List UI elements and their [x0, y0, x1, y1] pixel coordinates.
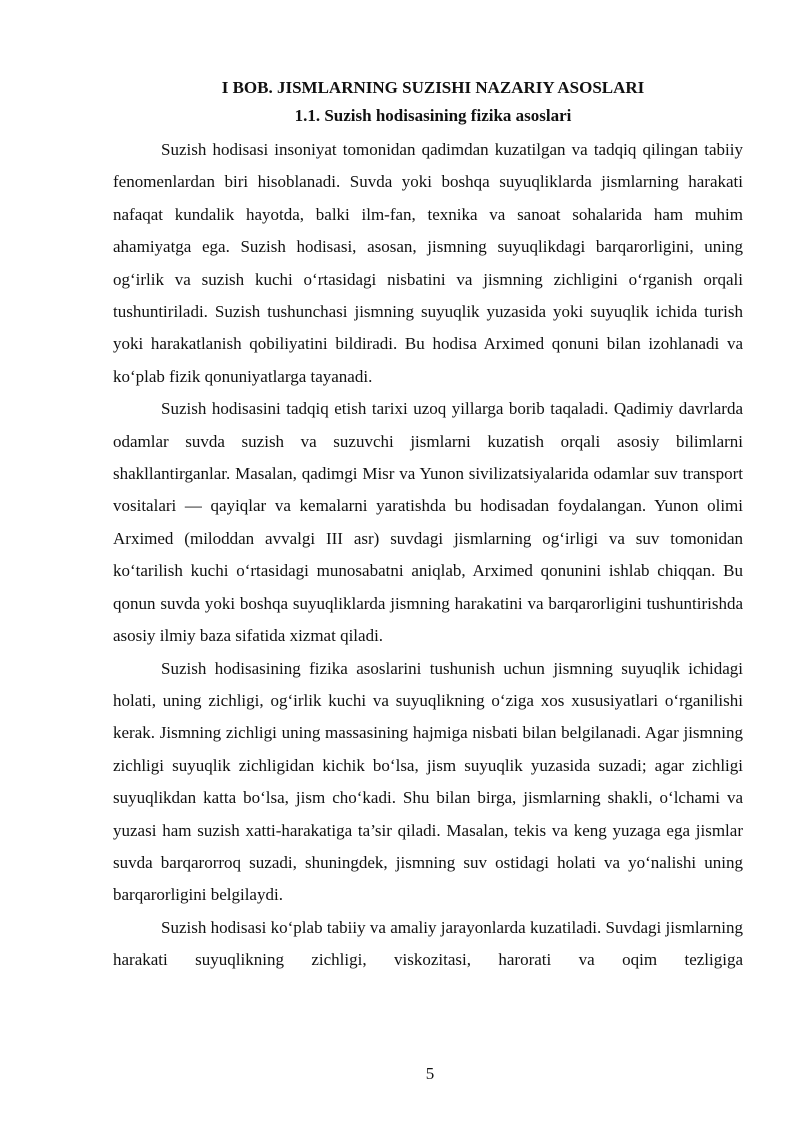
paragraph-1: Suzish hodisasi insoniyat tomonidan qadimdan kuzatilgan va tadqiq qilingan tabiiy fenomenlardan biri hisoblanadi. Suvda yoki boshqa suyuqliklarda jismlarning harakati nafaqat kundalik hayotda, balki ilm-fan, texnika va sanoat sohalarida ham muhim ahamiyatga ega. Suzish hodisasi, asosan, jismning suyuqlikdagi barqarorligini, uning og‘irlik va suzish kuchi o‘rtasidagi nisbatini va jismning zichligini o‘rganish orqali tushuntiriladi. Suzish tushunchasi jismning suyuqlik yuzasida yoki suyuqlik ichida turish yoki harakatlanish qobiliyatini bildiradi. Bu hodisa Arximed qonuni bilan izohlanadi va ko‘plab fizik qonuniyatlarga tayanadi.	[113, 140, 743, 386]
document-page	[113, 74, 743, 977]
chapter-title: I BOB. JISMLARNING SUZISHI NAZARIY ASOSLARI	[221, 78, 645, 97]
paragraph-2: Suzish hodisasini tadqiq etish tarixi uzoq yillarga borib taqaladi. Qadimiy davrlarda odamlar suvda suzish va suzuvchi jismlarni kuzatish orqali asosiy bilimlarni shakllantirganlar. Masalan, qadimgi Misr va Yunon sivilizatsiyalarida odamlar suv transport vositalari — qayiqlar va kemalarni yaratishda bu hodisadan foydalangan. Yunon olimi Arximed (miloddan avvalgi III asr) suvdagi jismlarning og‘irligi va suv tomonidan ko‘tarilish kuchi o‘rtasidagi munosabatni aniqlab, Arximed qonunini ishlab chiqqan. Bu qonun suvda yoki boshqa suyuqliklarda jismning harakatini va barqarorligini tushuntirishda asosiy ilmiy baza sifatida xizmat qiladi.	[113, 399, 743, 646]
paragraph-3: Suzish hodisasining fizika asoslarini tushunish uchun jismning suyuqlik ichidagi holati, uning zichligi, og‘irlik kuchi va suyuqlikning o‘ziga xos xususiyatlari o‘rganilishi kerak. Jismning zichligi uning massasining hajmiga nisbati bilan belgilanadi. Agar jismning zichligi suyuqlik zichligidan kichik bo‘lsa, jism suyuqlik yuzasida suzadi; agar zichligi suyuqlikdan katta bo‘lsa, jism cho‘kadi. Shu bilan birga, jismlarning shakli, o‘lchami va yuzasi ham suzish xatti-harakatiga ta’sir qiladi. Masalan, tekis va keng yuzaga ega jismlar suvda barqarorroq suzadi, shuningdek, jismning suv ostidagi holati va yo‘nalishi uning barqarorligini belgilaydi.	[113, 658, 743, 905]
section-title: 1.1. Suzish hodisasining fizika asoslari	[294, 106, 572, 125]
paragraph-4: Suzish hodisasi ko‘plab tabiiy va amaliy jarayonlarda kuzatiladi. Suvdagi jismlarning harakati suyuqlikning zichligi, viskozitasi, harorati va oqim tezligiga	[113, 917, 743, 970]
page-number: 5	[425, 1064, 435, 1083]
